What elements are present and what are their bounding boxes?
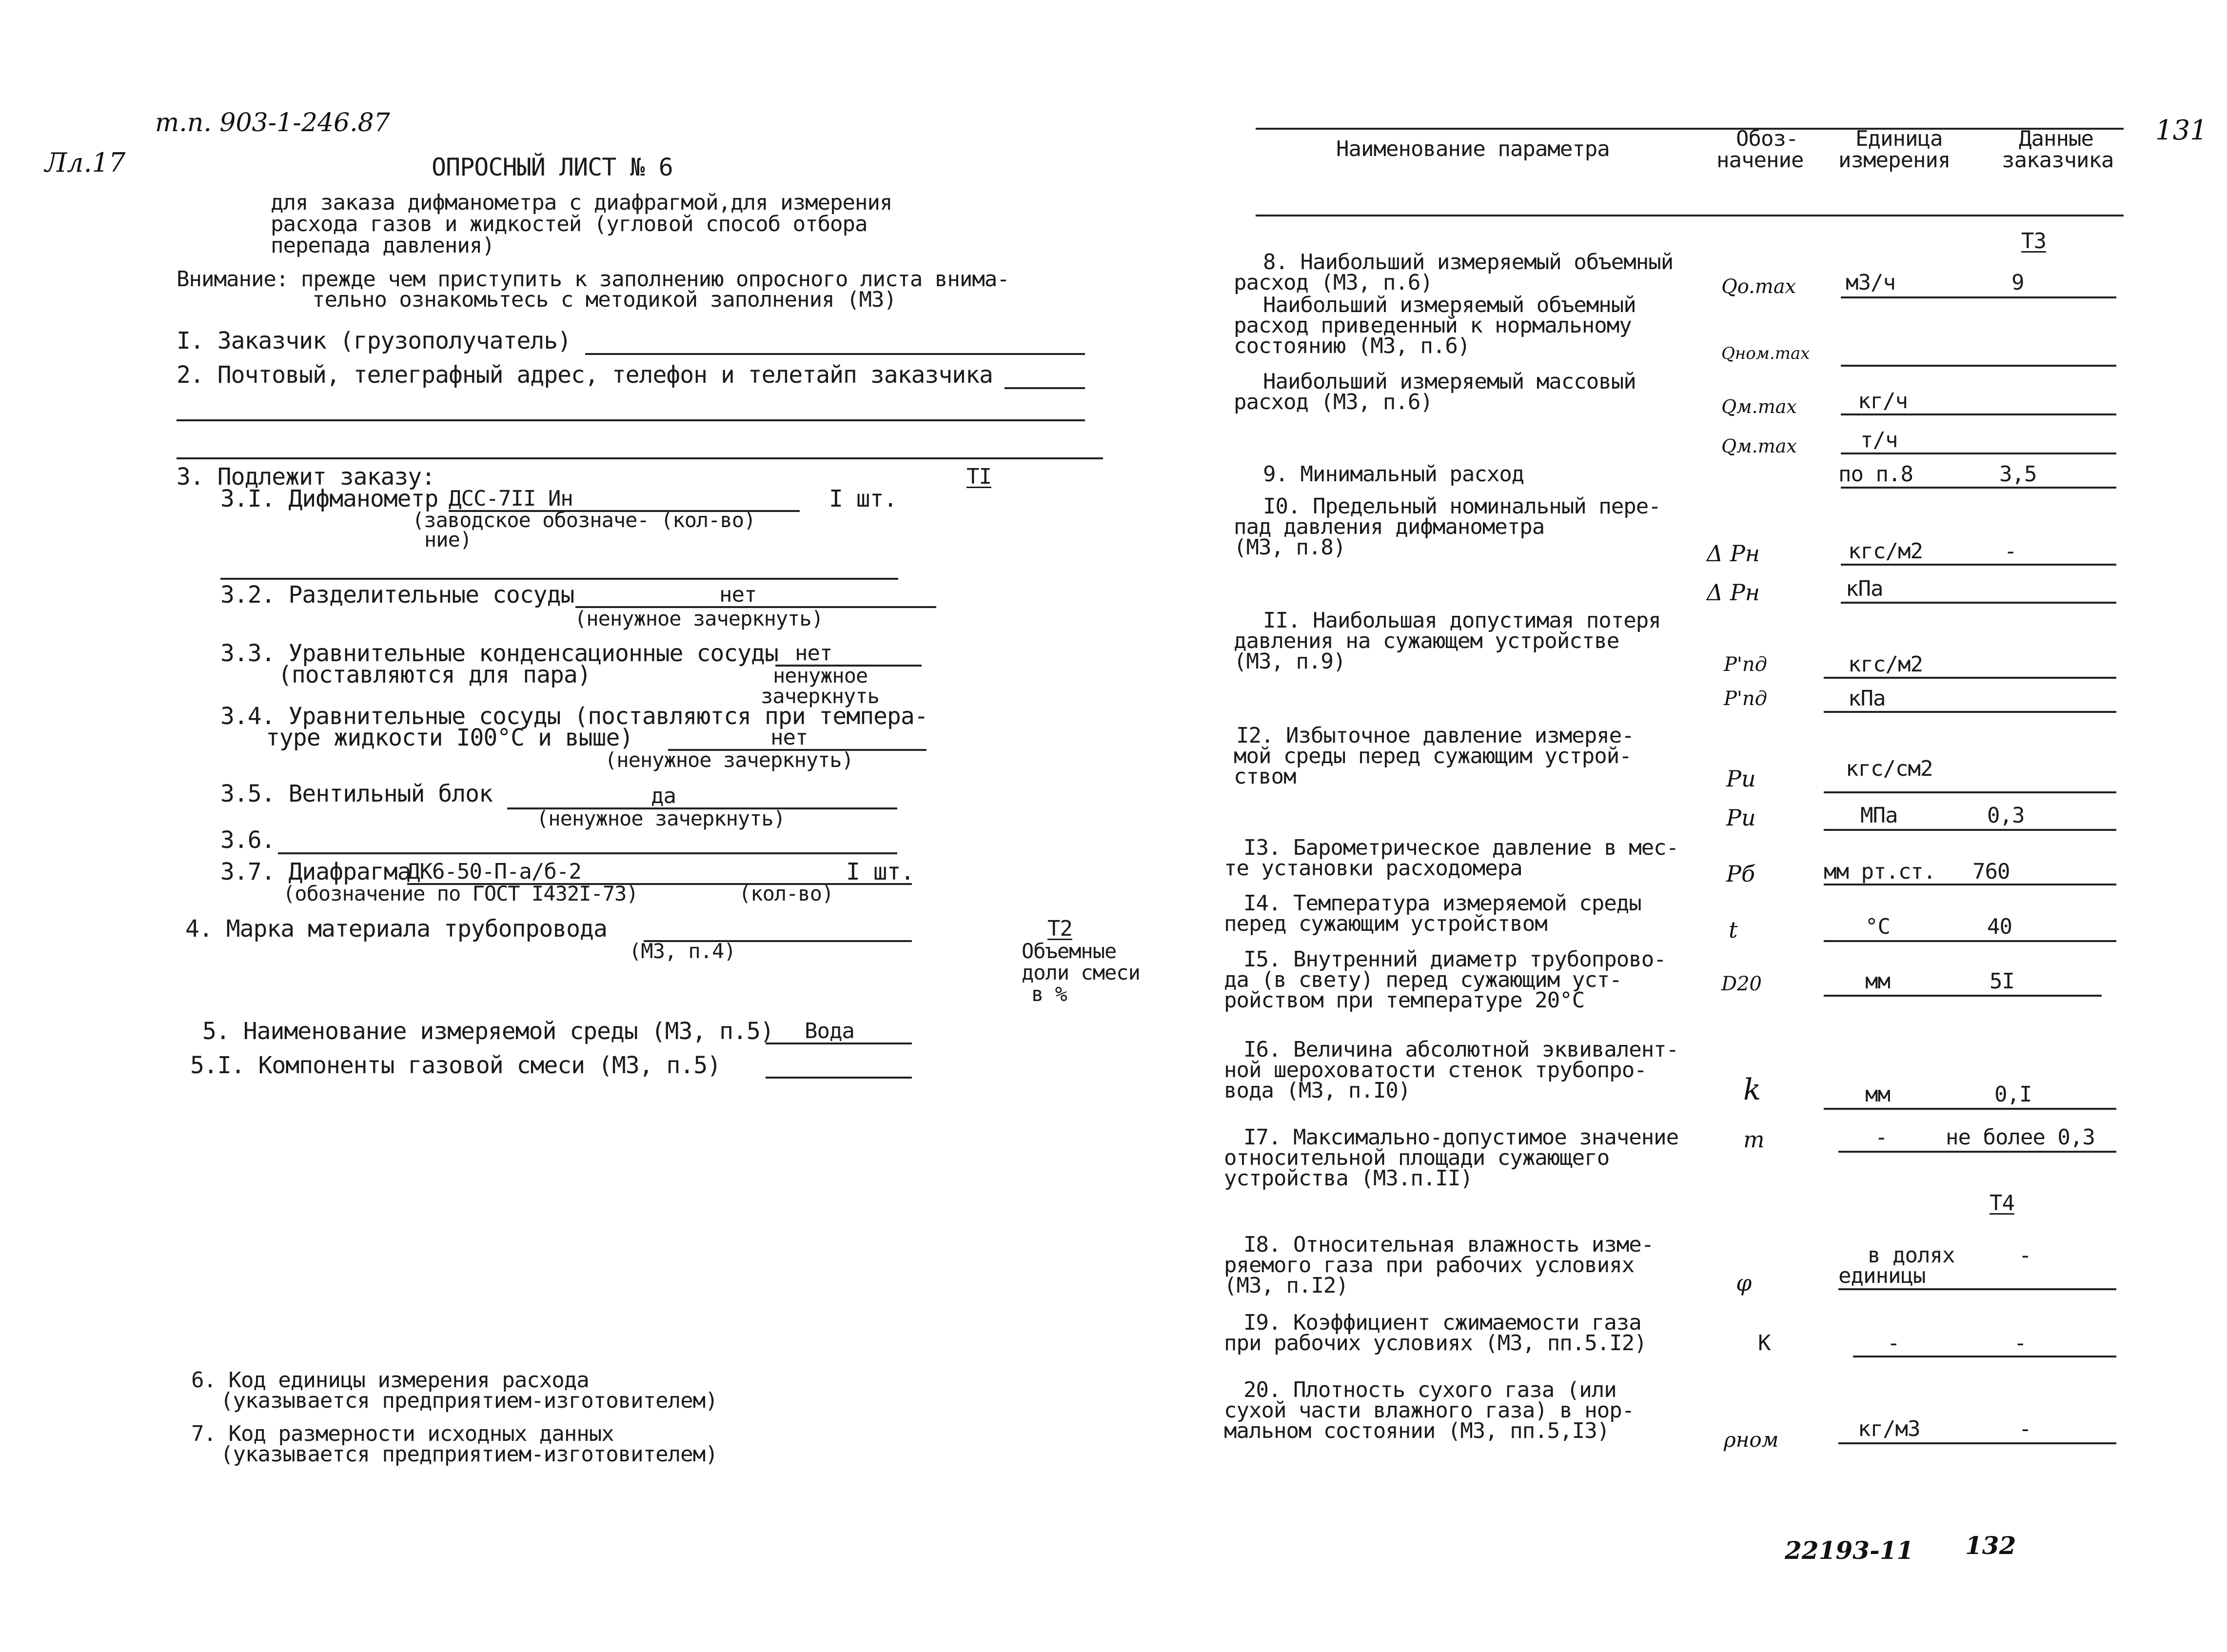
row-19-symbol: K xyxy=(1758,1331,1771,1356)
row-15-field-line[interactable] xyxy=(1824,995,2102,997)
item-5-medium: 5. Наименование измеряемой среды (МЗ, п.5) xyxy=(202,1018,774,1045)
item-3-2-note: (ненужное зачеркнуть) xyxy=(574,607,824,630)
row-15-text-2: да (в свету) перед сужающим уст- xyxy=(1224,967,1622,992)
row-13-text-1: I3. Барометрическое давление в мес- xyxy=(1243,835,1679,860)
row-11-text-3: (МЗ, п.9) xyxy=(1234,649,1346,674)
item-6-line-2: (указывается предприятием-изготовителем) xyxy=(220,1388,718,1413)
row-16-symbol: k xyxy=(1743,1073,1761,1107)
row-18-text-2: ряемого газа при рабочих условиях xyxy=(1224,1253,1635,1278)
row-20-symbol: ρном xyxy=(1724,1428,1779,1452)
row-9-text: 9. Минимальный расход xyxy=(1263,462,1524,487)
item-3-3-note-1: ненужное xyxy=(773,664,868,688)
row-14-text-2: перед сужающим устройством xyxy=(1224,911,1547,936)
row-15-text-3: ройством при температуре 20°С xyxy=(1224,988,1585,1013)
row-12-unit: кгс/см2 xyxy=(1846,756,1933,781)
row-20-field-line[interactable] xyxy=(1838,1442,2116,1444)
row-20-text-1: 20. Плотность сухого газа (или xyxy=(1243,1377,1616,1402)
row-11-symbol: P'пд xyxy=(1724,653,1768,676)
row-8d-unit: т/ч xyxy=(1860,428,1898,452)
row-10b-symbol: Δ Pн xyxy=(1707,579,1760,606)
row-19-value: - xyxy=(2014,1331,2027,1356)
item-3-3-value: нет xyxy=(795,641,832,666)
item-3-7-note-2: (кол-во) xyxy=(739,882,834,905)
row-12b-unit: МПа xyxy=(1860,803,1898,828)
row-10-text-2: пад давления дифманометра xyxy=(1234,514,1545,539)
handwritten-project-ref: т.п. 903-1-246.87 xyxy=(155,108,390,138)
item-3-3-note-2: зачеркнуть xyxy=(761,684,879,708)
row-11-unit: кгс/м2 xyxy=(1848,652,1923,677)
row-15-symbol: D20 xyxy=(1721,973,1762,995)
item-3-1-field-line-2[interactable] xyxy=(220,578,898,580)
row-16-text-3: вода (МЗ, п.I0) xyxy=(1224,1078,1411,1103)
header-unit-2: измерения xyxy=(1838,148,1951,173)
row-18-symbol: φ xyxy=(1736,1270,1752,1296)
row-16-value: 0,I xyxy=(1994,1082,2032,1107)
item-6-line-1: 6. Код единицы измерения расхода xyxy=(191,1368,589,1393)
row-8a-symbol: Qo.max xyxy=(1721,275,1796,298)
attention-line-1: Внимание: прежде чем приступить к заполнению опросного листа внима- xyxy=(177,267,1009,292)
row-18-text-3: (МЗ, п.I2) xyxy=(1224,1273,1348,1298)
item-3-4-line-1: 3.4. Уравнительные сосуды (поставляются при темпера- xyxy=(220,703,928,730)
row-17-text-3: устройства (МЗ.п.II) xyxy=(1224,1166,1473,1191)
item-1-field-line[interactable] xyxy=(585,353,1085,355)
t2-note-2: доли смеси xyxy=(1022,961,1140,984)
item-3-1-qty: I шт. xyxy=(829,485,897,512)
row-19-text-2: при рабочих условиях (МЗ, пп.5.I2) xyxy=(1224,1331,1647,1356)
row-8a-text-1: 8. Наибольший измеряемый объемный xyxy=(1263,250,1674,275)
row-12-symbol: Pи xyxy=(1726,766,1756,792)
row-8a-value: 9 xyxy=(2011,270,2024,295)
header-customer-1: Данные xyxy=(2019,126,2093,151)
row-12-text-2: мой среды перед сужающим устрой- xyxy=(1234,744,1632,768)
item-3-2-label: 3.2. Разделительные сосуды xyxy=(220,581,574,609)
bottom-document-code: 22193-11 xyxy=(1785,1536,1914,1565)
item-2-field-line-3[interactable] xyxy=(177,457,1103,459)
row-8b-text-2: расход приведенный к нормальному xyxy=(1234,313,1632,338)
row-16-field-line[interactable] xyxy=(1824,1108,2116,1110)
row-11b-field-line[interactable] xyxy=(1824,711,2116,713)
row-15-unit: мм xyxy=(1865,969,1890,994)
item-3-1-note-2: ние) xyxy=(424,528,472,551)
row-8d-symbol: Qм.max xyxy=(1721,435,1797,457)
row-17-text-2: относительной площади сужающего xyxy=(1224,1145,1610,1170)
row-15-value: 5I xyxy=(1990,969,2014,994)
row-11b-unit: кПа xyxy=(1848,686,1886,711)
item-3-6-label: 3.6. xyxy=(220,826,275,854)
row-8c-symbol: Qм.max xyxy=(1721,396,1797,417)
header-designation-1: Обоз- xyxy=(1736,126,1798,151)
row-11-text-1: II. Наибольшая допустимая потеря xyxy=(1263,608,1661,633)
row-8c-unit: кг/ч xyxy=(1858,389,1908,413)
row-10-text-3: (МЗ, п.8) xyxy=(1234,535,1346,560)
subtitle-line-3: перепада давления) xyxy=(271,233,494,258)
row-8a-text-2: расход (МЗ, п.6) xyxy=(1234,270,1433,295)
row-14-symbol: t xyxy=(1729,917,1738,943)
row-12-text-1: I2. Избыточное давление измеряе- xyxy=(1236,723,1634,748)
item-3-5-value: да xyxy=(651,784,676,808)
item-5-value: Вода xyxy=(805,1019,854,1043)
row-8c-field-line[interactable] xyxy=(1841,413,2116,415)
item-7-line-2: (указывается предприятием-изготовителем) xyxy=(220,1442,718,1467)
row-10-text-1: I0. Предельный номинальный пере- xyxy=(1263,494,1661,519)
row-13-unit: мм рт.ст. xyxy=(1824,859,1936,884)
row-18-unit-1: в долях xyxy=(1868,1243,1955,1268)
row-16-unit: мм xyxy=(1865,1082,1890,1107)
row-17-text-1: I7. Максимально-допустимое значение xyxy=(1243,1125,1679,1150)
item-3-2-value: нет xyxy=(719,582,757,607)
row-16-text-2: ной шероховатости стенок трубопро- xyxy=(1224,1058,1647,1082)
item-3-3-line-2: (поставляются для пара) xyxy=(278,661,591,688)
row-12b-value: 0,3 xyxy=(1987,803,2025,828)
row-10b-field-line[interactable] xyxy=(1841,602,2116,604)
item-3-7-label: 3.7. Диафрагма xyxy=(220,858,411,885)
item-5-field-line[interactable] xyxy=(766,1042,912,1044)
item-2-address: 2. Почтовый, телеграфный адрес, телефон и телетайп заказчика xyxy=(177,361,993,389)
row-12b-symbol: Pи xyxy=(1726,805,1756,831)
row-8a-field-line[interactable] xyxy=(1841,296,2116,298)
row-18-field-line[interactable] xyxy=(1838,1288,2116,1290)
row-8b-field-line[interactable] xyxy=(1841,365,2116,367)
row-11-text-2: давления на сужающем устройстве xyxy=(1234,629,1619,653)
item-2-field-line-2[interactable] xyxy=(177,419,1085,421)
row-8a-unit: м3/ч xyxy=(1846,270,1895,295)
header-unit-1: Единица xyxy=(1855,126,1943,151)
row-13-value: 760 xyxy=(1972,859,2010,884)
page-number-top: 131 xyxy=(2155,115,2207,146)
header-bottom-rule xyxy=(1256,215,2124,216)
row-10-field-line[interactable] xyxy=(1841,564,2116,566)
item-4-note: (МЗ, п.4) xyxy=(629,939,736,963)
row-18-value: - xyxy=(2019,1243,2031,1268)
attention-line-2: тельно ознакомьтесь с методикой заполнения (МЗ) xyxy=(312,287,897,312)
row-12-text-3: ством xyxy=(1234,764,1296,789)
item-3-7-qty: I шт. xyxy=(846,858,914,885)
row-18-unit-2: единицы xyxy=(1838,1263,1926,1288)
tag-t3: T3 xyxy=(2021,229,2046,254)
item-2-field-line[interactable] xyxy=(1005,387,1085,389)
row-10b-unit: кПа xyxy=(1846,576,1883,601)
subtitle-line-1: для заказа дифманометра с диафрагмой,для измерения xyxy=(271,190,892,215)
item-3-7-note-1: (обозначение по ГОСТ I432I-73) xyxy=(283,882,638,905)
row-20-text-2: сухой части влажного газа) в нор- xyxy=(1224,1398,1635,1423)
row-19-field-line[interactable] xyxy=(1853,1356,2116,1357)
header-top-rule xyxy=(1256,128,2124,130)
row-14-unit: °С xyxy=(1865,914,1890,939)
item-7-line-1: 7. Код размерности исходных данных xyxy=(191,1421,614,1446)
row-20-value: - xyxy=(2019,1416,2031,1441)
row-10-value: - xyxy=(2004,539,2017,564)
item-3-4-value: нет xyxy=(770,725,808,750)
page-title: ОПРОСНЫЙ ЛИСТ № 6 xyxy=(432,153,673,181)
item-4-pipe-material: 4. Марка материала трубопровода xyxy=(185,915,607,943)
row-13-field-line[interactable] xyxy=(1824,884,2116,885)
row-8b-text-3: состоянию (МЗ, п.6) xyxy=(1234,334,1470,358)
item-3-3-line-1: 3.3. Уравнительные конденсационные сосуды xyxy=(220,640,778,667)
header-customer-2: заказчика xyxy=(2002,148,2114,173)
item-3-4-note: (ненужное зачеркнуть) xyxy=(605,748,854,772)
row-8c-text-2: расход (МЗ, п.6) xyxy=(1234,390,1433,414)
row-8c-text-1: Наибольший измеряемый массовый xyxy=(1263,369,1636,394)
row-16-text-1: I6. Величина абсолютной эквивалент- xyxy=(1243,1037,1679,1062)
item-3-4-line-2: туре жидкости I00°С и выше) xyxy=(266,724,633,751)
tag-t2: T2 xyxy=(1047,916,1072,941)
row-17-field-line[interactable] xyxy=(1838,1151,2116,1153)
row-19-unit: - xyxy=(1887,1331,1900,1356)
row-14-value: 40 xyxy=(1987,914,2012,939)
row-8b-text-1: Наибольший измеряемый объемный xyxy=(1263,293,1636,317)
row-14-text-1: I4. Температура измеряемой среды xyxy=(1243,891,1641,916)
subtitle-line-2: расхода газов и жидкостей (угловой способ отбора xyxy=(271,212,867,236)
row-9-unit: по п.8 xyxy=(1838,462,1913,487)
item-3-1-label: 3.I. Дифманометр xyxy=(220,485,438,512)
row-18-text-1: I8. Относительная влажность изме- xyxy=(1243,1232,1654,1257)
row-17-unit: - xyxy=(1875,1125,1888,1150)
row-8d-field-line[interactable] xyxy=(1841,452,2116,454)
item-3-1-note-1: (заводское обозначе- (кол-во) xyxy=(412,508,756,532)
row-15-text-1: I5. Внутренний диаметр трубопрово- xyxy=(1243,947,1666,972)
item-3-5-note: (ненужное зачеркнуть) xyxy=(536,806,786,830)
row-13-text-2: те установки расходомера xyxy=(1224,856,1522,881)
row-10-unit: кгс/м2 xyxy=(1848,539,1923,564)
tag-t1: TI xyxy=(966,464,991,489)
item-5-1-field-line[interactable] xyxy=(766,1077,912,1079)
row-20-unit: кг/м3 xyxy=(1858,1416,1920,1441)
header-designation-2: начение xyxy=(1716,148,1804,173)
row-17-symbol: m xyxy=(1743,1126,1765,1153)
t2-note-1: Объемные xyxy=(1022,939,1117,963)
row-17-value: не более 0,3 xyxy=(1946,1125,2095,1150)
item-3-5-label: 3.5. Вентильный блок xyxy=(220,780,493,807)
row-9-field-line[interactable] xyxy=(1841,487,2116,489)
item-3-7-value: ДК6-50-П-а/б-2 xyxy=(407,859,581,884)
handwritten-sheet-number: Лл.17 xyxy=(45,147,126,178)
bottom-page-number: 132 xyxy=(1965,1531,2016,1560)
row-10-symbol: Δ Pн xyxy=(1707,540,1760,567)
item-5-1-gas-components: 5.I. Компоненты газовой смеси (МЗ, п.5) xyxy=(190,1052,721,1079)
tag-t4: T4 xyxy=(1990,1191,2014,1216)
item-3-1-value: ДСС-7II Ин xyxy=(449,486,573,511)
item-3-6-field-line[interactable] xyxy=(278,852,897,854)
row-11-field-line[interactable] xyxy=(1824,677,2116,679)
row-19-text-1: I9. Коэффициент сжимаемости газа xyxy=(1243,1310,1641,1335)
row-12-field-line[interactable] xyxy=(1824,791,2116,793)
row-8b-symbol: Qном.max xyxy=(1721,344,1810,363)
header-name: Наименование параметра xyxy=(1336,137,1610,161)
row-20-text-3: мальном состоянии (МЗ, пп.5,I3) xyxy=(1224,1418,1610,1443)
row-12b-field-line[interactable] xyxy=(1824,829,2116,831)
row-14-field-line[interactable] xyxy=(1824,940,2116,942)
row-13-symbol: Pб xyxy=(1726,861,1755,887)
row-9-value: 3,5 xyxy=(1999,462,2037,487)
item-1-customer: I. Заказчик (грузополучатель) xyxy=(177,327,572,354)
item-3-order: 3. Подлежит заказу: xyxy=(177,463,435,491)
t2-note-3: в % xyxy=(1031,982,1067,1006)
row-11b-symbol: P'пд xyxy=(1724,688,1768,710)
